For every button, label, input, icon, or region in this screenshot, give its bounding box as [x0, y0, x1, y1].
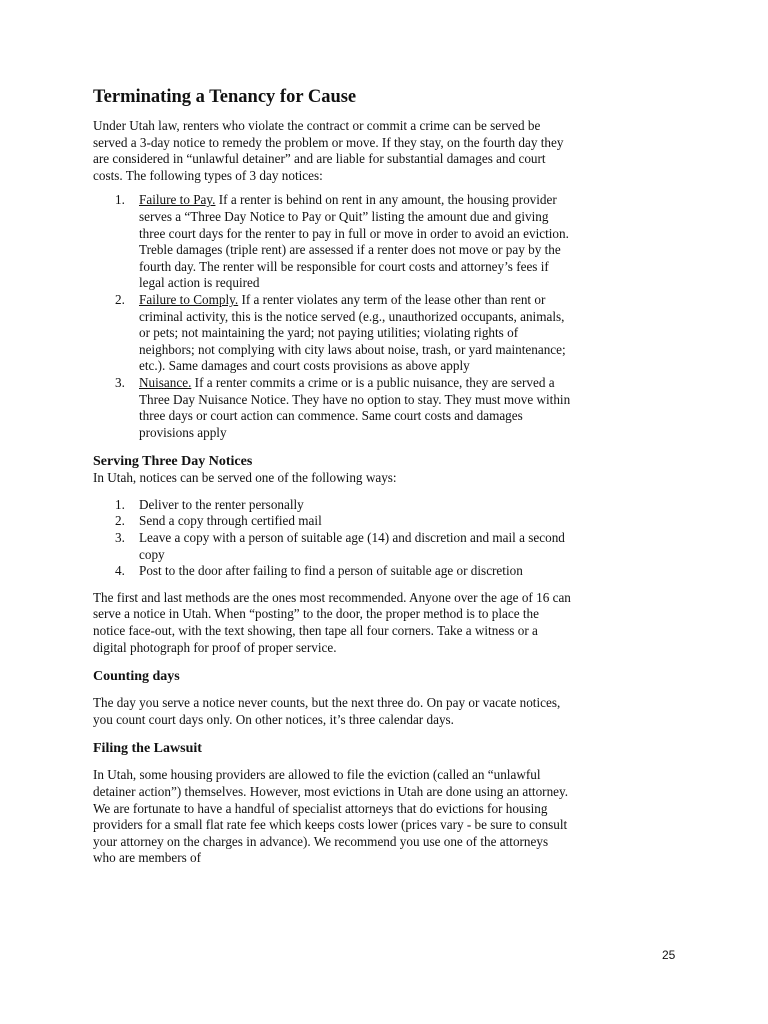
- section-heading-counting: Counting days: [93, 669, 180, 685]
- serving-methods-list: [93, 497, 573, 580]
- page-title: Terminating a Tenancy for Cause: [93, 87, 357, 107]
- serving-intro: In Utah, notices can be served one of the following ways:: [93, 470, 397, 486]
- list-number: 2.: [115, 291, 125, 307]
- list-number: 2.: [115, 513, 125, 529]
- counting-paragraph: The day you serve a notice never counts, but the next three do. On pay or vacate notices, you count court days only. On other notices, it’s three calendar days.: [93, 695, 561, 727]
- list-term: Nuisance.: [139, 374, 192, 390]
- document-page: [93, 86, 573, 867]
- section-heading-serving: Serving Three Day Notices: [93, 454, 253, 470]
- list-number: 1.: [115, 496, 125, 512]
- list-text: Send a copy through certified mail: [139, 513, 322, 529]
- list-text: Leave a copy with a person of suitable age (14) and discretion and mail a second copy: [139, 530, 565, 562]
- list-text: If a renter is behind on rent in any amount, the housing provider serves a “Three Day Notice to Pay or Quit” listing the amount due and giving three court days for the renter to pay in full or move in order to avoid an eviction. Treble damages (triple rent) are assessed if a renter does not move or pay by the fourth day. The renter will be responsible for court costs and attorney’s fees if legal action is required: [139, 192, 569, 291]
- list-item: [93, 192, 573, 292]
- page-number: 25: [662, 948, 676, 962]
- notice-types-list: [93, 192, 573, 441]
- list-term: Failure to Pay.: [139, 192, 216, 208]
- list-item: [93, 513, 573, 530]
- list-number: 4.: [115, 563, 125, 579]
- serving-followup-paragraph: The first and last methods are the ones most recommended. Anyone over the age of 16 can serve a notice in Utah. When “posting” to the door, the proper method is to place the notice face-out, with the text showing, then tape all four corners. Take a witness or a digital photograph for proof of proper service.: [93, 589, 571, 655]
- list-item: [93, 530, 573, 563]
- list-text: Deliver to the renter personally: [139, 496, 304, 512]
- list-number: 3.: [115, 374, 125, 390]
- list-item: [93, 497, 573, 514]
- intro-paragraph: Under Utah law, renters who violate the contract or commit a crime can be served be served a 3-day notice to remedy the problem or move. If they stay, on the fourth day they are considered in “unlawful detainer” and are liable for substantial damages and court costs. The following types of 3 day notices:: [93, 118, 564, 183]
- list-term: Failure to Comply.: [139, 291, 239, 307]
- list-number: 1.: [115, 192, 125, 208]
- list-item: [93, 292, 573, 375]
- list-item: [93, 375, 573, 441]
- list-text: Post to the door after failing to find a person of suitable age or discretion: [139, 563, 523, 579]
- list-text: If a renter violates any term of the lease other than rent or criminal activity, this is the notice served (e.g., unauthorized occupants, animals, or pets; not maintaining the yard; not paying utilities; violating rights of neighbors; not complying with city laws about noise, trash, or yard maintenance; etc.). Same damages and court costs provisions as above apply: [139, 291, 566, 374]
- list-item: [93, 563, 573, 580]
- section-heading-filing: Filing the Lawsuit: [93, 741, 202, 757]
- list-text: If a renter commits a crime or is a public nuisance, they are served a Three Day Nuisance Notice. They have no option to stay. They must move within three days or court action can commence. Same court costs and damages provisions apply: [139, 374, 571, 440]
- filing-paragraph: In Utah, some housing providers are allowed to file the eviction (called an “unlawful detainer action”) themselves. However, most evictions in Utah are done using an attorney. We are fortunate to have a handful of specialist attorneys that do evictions for housing providers for a small flat rate fee which keeps costs lower (prices vary - be sure to consult your attorney on the charges in advance). We recommend you use one of the attorneys who are members of: [93, 767, 569, 866]
- list-number: 3.: [115, 530, 125, 546]
